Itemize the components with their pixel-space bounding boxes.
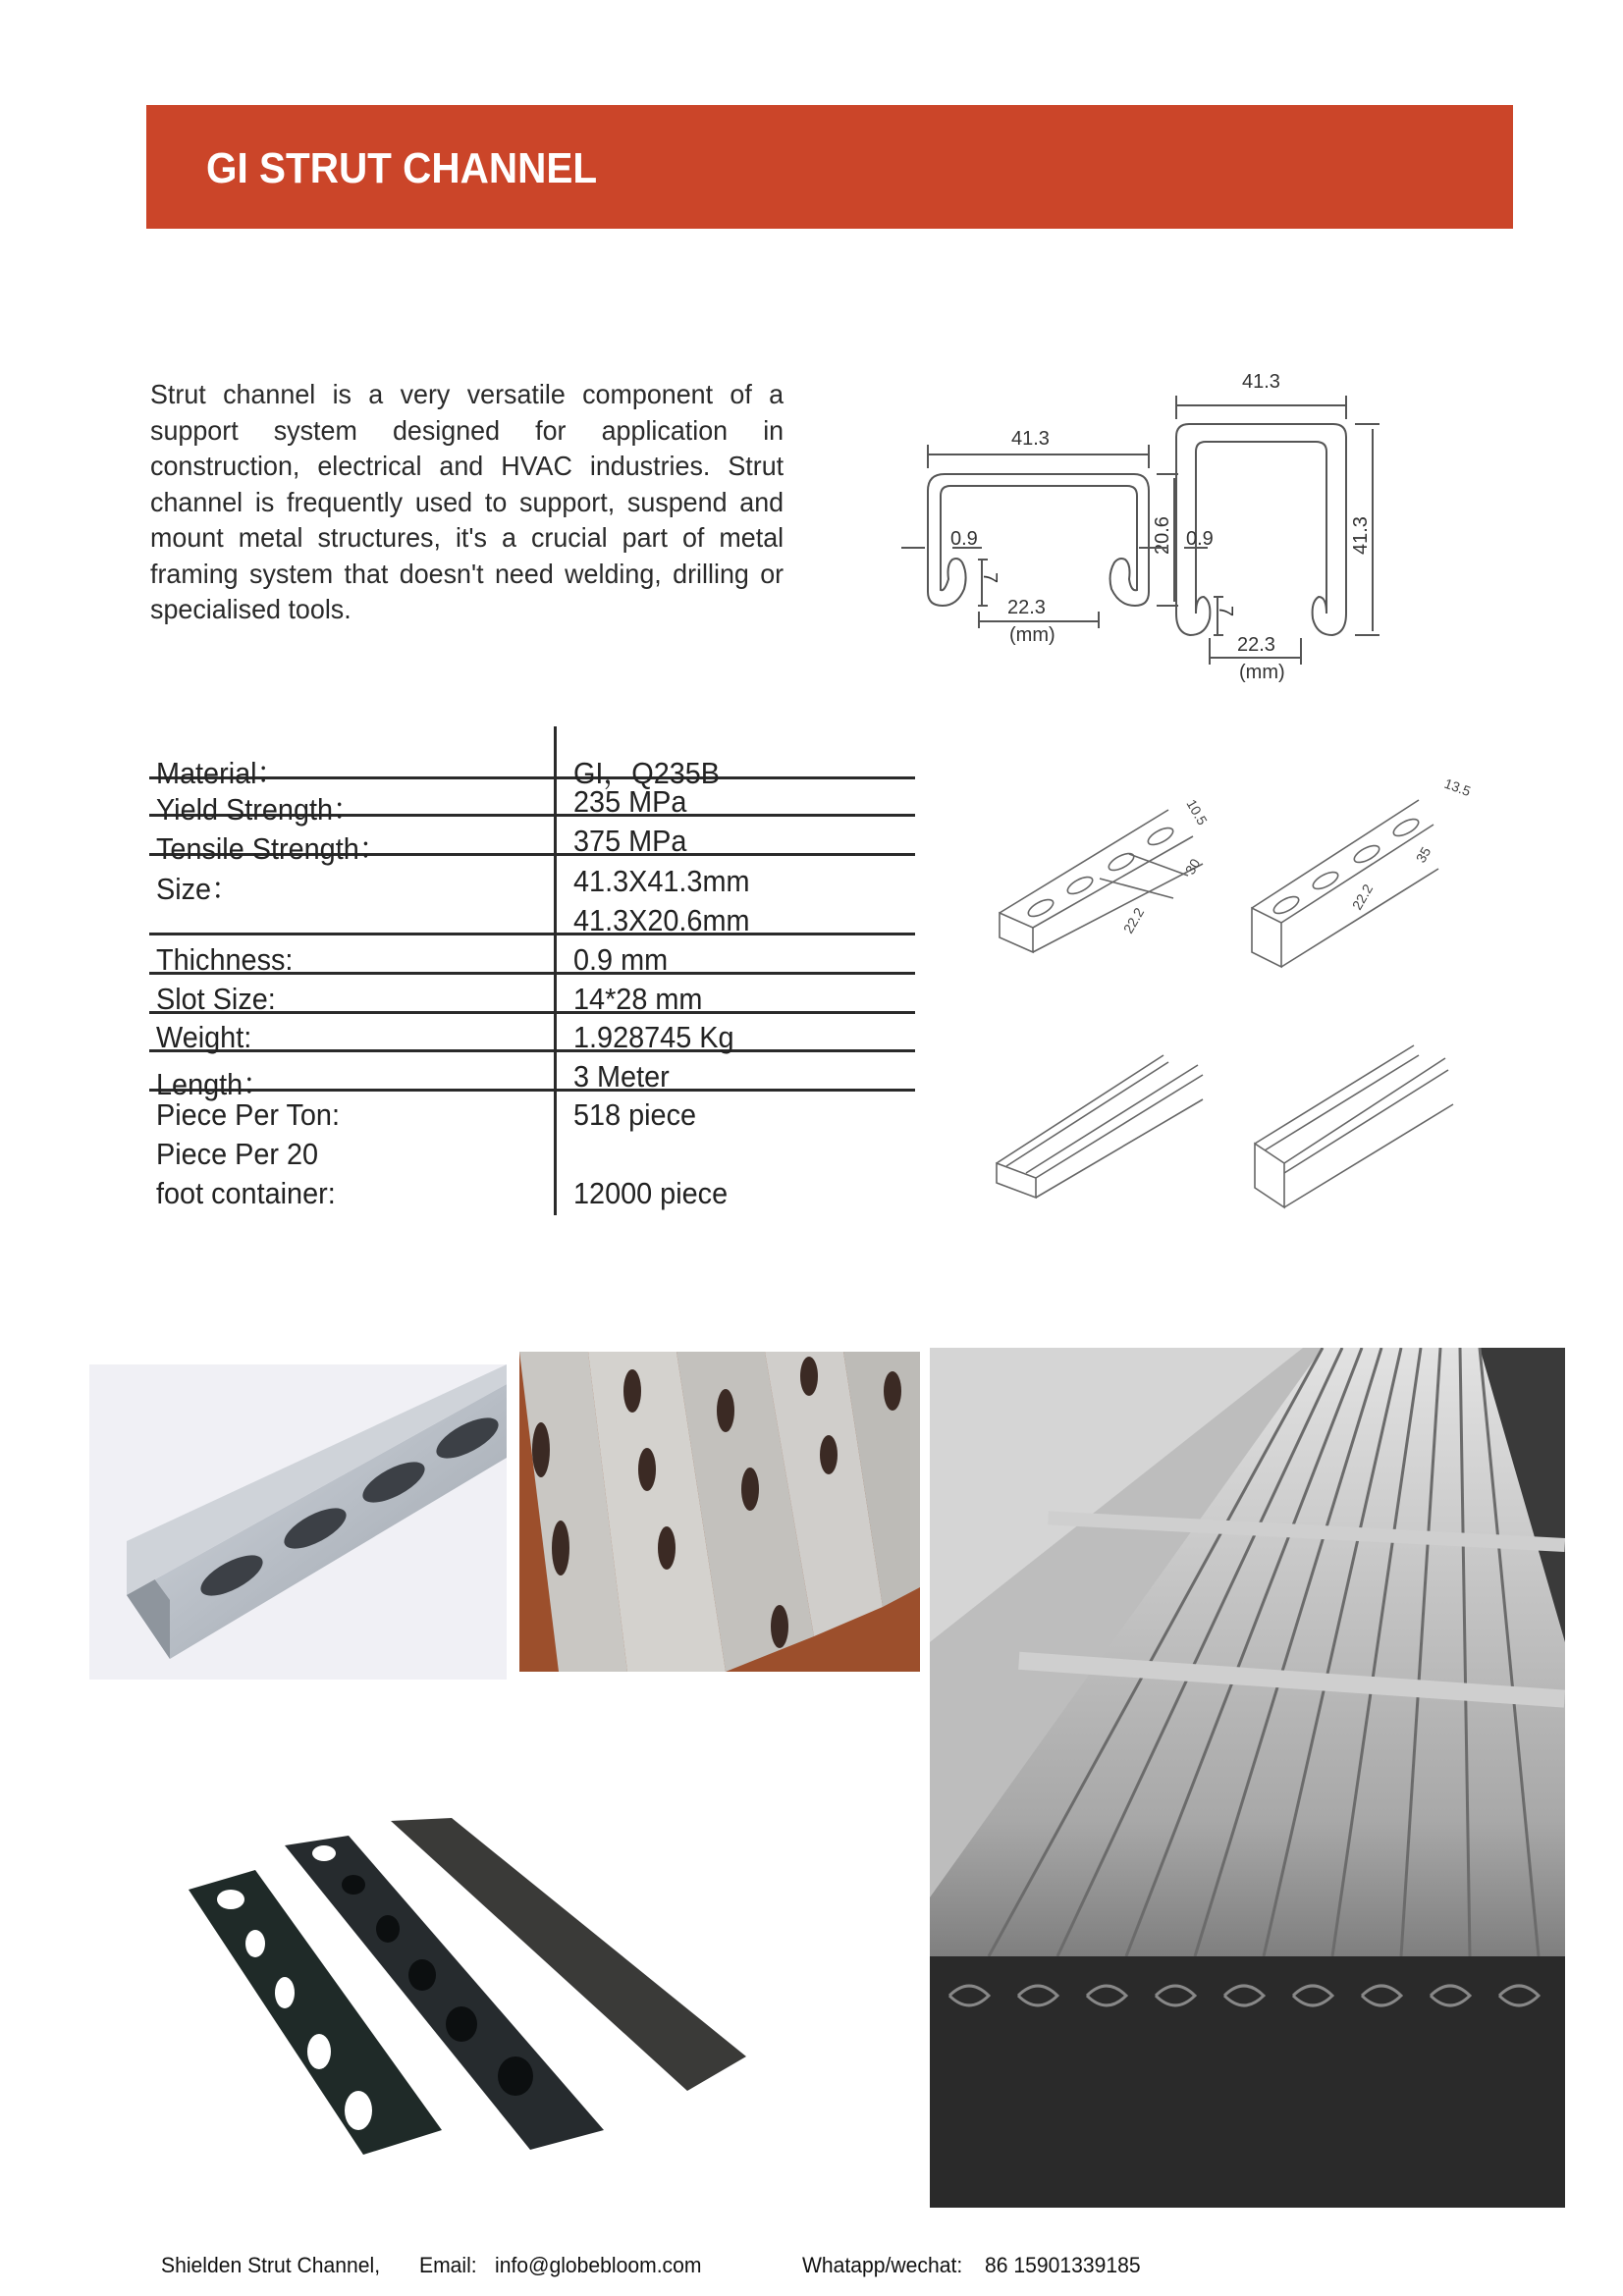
isometric-drawings bbox=[982, 766, 1512, 1227]
spec-value-length: 3 Meter bbox=[573, 1059, 670, 1094]
deep-opening-label: 22.3 bbox=[1237, 634, 1275, 656]
footer-phone[interactable]: 86 15901339185 bbox=[985, 2253, 1141, 2277]
spec-value-piece-per-ton: 518 piece bbox=[573, 1097, 697, 1132]
shallow-thickness-label: 0.9 bbox=[950, 528, 978, 550]
spec-label-piece-per-ton: Piece Per Ton: bbox=[156, 1097, 340, 1132]
footer-email[interactable]: info@globebloom.com bbox=[494, 2253, 702, 2277]
spec-label-size: Size： bbox=[156, 872, 240, 906]
iso-deep-offset: 22.2 bbox=[1348, 881, 1377, 913]
spec-label-material: Material： bbox=[156, 756, 286, 790]
photo-black-channels bbox=[137, 1806, 785, 2179]
iso-shallow-slot-pitch: 30 bbox=[1181, 856, 1204, 878]
spec-value-piece-per-container: 12000 piece bbox=[573, 1176, 729, 1210]
spec-label-weight: Weight: bbox=[156, 1020, 252, 1054]
iso-slotted-deep bbox=[1252, 775, 1473, 967]
iso-deep-slot-pitch: 35 bbox=[1412, 844, 1434, 866]
photo-galvanized-channel bbox=[89, 1364, 507, 1680]
spec-value-yield: 235 MPa bbox=[573, 784, 687, 819]
product-description: Strut channel is a very versatile component of a support system designed for application in construction, electrical and HVAC industries. Strut channel is frequently used to support, suspend and mount metal structures, it's a crucial part of metal framing system that doesn't need welding, drilling or specialised tools. bbox=[150, 379, 784, 624]
row-divider bbox=[149, 933, 915, 935]
deep-lip-label: 7 bbox=[1215, 606, 1236, 617]
spec-table bbox=[149, 726, 915, 1217]
deep-width-label: 41.3 bbox=[1242, 371, 1280, 393]
footer bbox=[161, 2253, 1147, 2278]
footer-company: Shielden Strut Channel, bbox=[161, 2253, 381, 2277]
deep-thickness-label: 0.9 bbox=[1186, 528, 1214, 550]
deep-height-label: 41.3 bbox=[1350, 516, 1372, 555]
spec-value-weight: 1.928745 Kg bbox=[573, 1020, 734, 1054]
spec-value-thickness: 0.9 mm bbox=[573, 942, 669, 977]
spec-label-yield: Yield Strength： bbox=[156, 792, 361, 827]
shallow-unit-label: (mm) bbox=[1009, 624, 1055, 646]
iso-deep-slot-width: 13.5 bbox=[1441, 774, 1474, 800]
shallow-opening-label: 22.3 bbox=[1007, 597, 1046, 618]
spec-value-material: GI，Q235B bbox=[573, 756, 721, 790]
title-banner bbox=[146, 105, 1513, 229]
spec-label-length: Length： bbox=[156, 1067, 272, 1101]
footer-email-label: Email: bbox=[418, 2253, 477, 2277]
shallow-width-label: 41.3 bbox=[1011, 428, 1050, 450]
spec-label-tensile: Tensile Strength： bbox=[156, 831, 388, 866]
page-title: GI STRUT CHANNEL bbox=[206, 144, 598, 192]
spec-label-thickness: Thichness: bbox=[156, 942, 294, 977]
column-divider bbox=[554, 726, 557, 1215]
shallow-profile-drawing bbox=[901, 428, 1178, 646]
iso-shallow-slot-width: 10.5 bbox=[1183, 796, 1211, 828]
spec-label-slot-size: Slot Size: bbox=[156, 982, 276, 1016]
iso-plain-shallow bbox=[997, 1055, 1203, 1198]
shallow-lip-label: 7 bbox=[979, 572, 1001, 584]
spec-value-tensile: 375 MPa bbox=[573, 824, 687, 858]
row-divider bbox=[149, 1049, 915, 1052]
footer-phone-label: Whatapp/wechat: bbox=[802, 2253, 963, 2277]
deep-unit-label: (mm) bbox=[1239, 662, 1285, 683]
shallow-height-label: 20.6 bbox=[1152, 516, 1173, 555]
spec-label-piece-per-container: Piece Per 20 bbox=[156, 1137, 319, 1171]
photo-channel-bundle bbox=[519, 1352, 920, 1672]
spec-value-size-1: 41.3X41.3mm bbox=[573, 864, 750, 898]
photo-stacked-channels bbox=[930, 1348, 1565, 2208]
iso-slotted-shallow bbox=[1000, 797, 1211, 953]
iso-plain-deep bbox=[1255, 1045, 1453, 1207]
profile-diagrams bbox=[884, 358, 1532, 712]
spec-value-size-2: 41.3X20.6mm bbox=[573, 903, 750, 937]
spec-label-piece-per-container-2: foot container: bbox=[156, 1176, 336, 1210]
spec-value-slot-size: 14*28 mm bbox=[573, 982, 703, 1016]
iso-shallow-offset: 22.2 bbox=[1119, 904, 1148, 936]
